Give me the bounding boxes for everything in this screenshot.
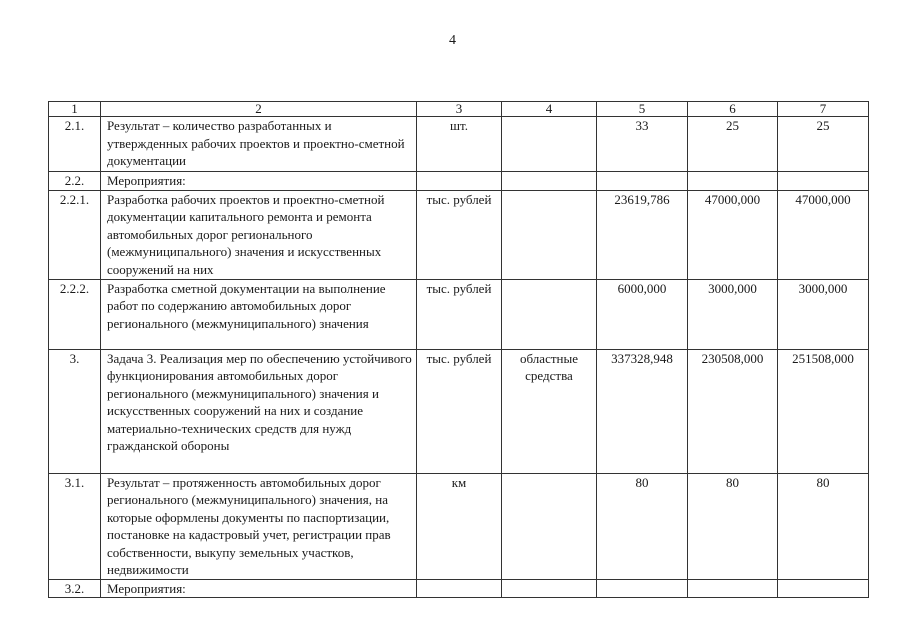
row-description: Задача 3. Реализация мер по обеспечению устойчивого функционирования автомобильных дорог регионального (межмуниципального) значения и искусственных сооружений на них и создание материально-технических средств для нужд гражданской обороны: [101, 349, 417, 473]
row-value-5: [597, 579, 688, 598]
header-cell-5: 5: [597, 102, 688, 117]
table-row-2-1: [49, 117, 869, 172]
row-value-6: 47000,000: [688, 190, 778, 279]
header-cell-7: 7: [778, 102, 869, 117]
row-value-6: [688, 172, 778, 191]
row-value-5: 33: [597, 117, 688, 172]
table-row-2-2-2: [49, 279, 869, 349]
row-value-7: 3000,000: [778, 279, 869, 349]
row-source: [502, 172, 597, 191]
row-unit: шт.: [417, 117, 502, 172]
row-description: Результат – количество разработанных и утвержденных рабочих проектов и проектно-сметной документации: [101, 117, 417, 172]
row-source: [502, 279, 597, 349]
header-cell-4: 4: [502, 102, 597, 117]
row-value-5: [597, 172, 688, 191]
table-row-3-1: [49, 473, 869, 579]
row-unit: тыс. рублей: [417, 279, 502, 349]
row-value-6: 80: [688, 473, 778, 579]
table-row-2-2-1: [49, 190, 869, 279]
row-unit: км: [417, 473, 502, 579]
row-description: Разработка рабочих проектов и проектно-сметной документации капитального ремонта и ремонта автомобильных дорог регионального (межмуниципального) значения и искусственных сооружений на них: [101, 190, 417, 279]
row-description: Результат – протяженность автомобильных дорог регионального (межмуниципального) значения, на которые оформлены документы по паспортизации, постановке на кадастровый учет, регистрации прав собственности, выкупу земельных участков, недвижимости: [101, 473, 417, 579]
row-unit: тыс. рублей: [417, 190, 502, 279]
row-unit: [417, 579, 502, 598]
row-value-5: 80: [597, 473, 688, 579]
row-description: Мероприятия:: [101, 172, 417, 191]
row-number: 2.2.: [49, 172, 101, 191]
row-value-5: 337328,948: [597, 349, 688, 473]
row-value-5: 6000,000: [597, 279, 688, 349]
row-description: Мероприятия:: [101, 579, 417, 598]
program-table: [48, 101, 869, 598]
row-source: [502, 579, 597, 598]
row-number: 2.2.1.: [49, 190, 101, 279]
row-value-7: [778, 172, 869, 191]
row-unit: [417, 172, 502, 191]
row-number: 3.: [49, 349, 101, 473]
row-source: [502, 190, 597, 279]
page-number: 4: [449, 33, 456, 48]
table-row-3: [49, 349, 869, 473]
table-row-2-2: [49, 172, 869, 191]
row-description: Разработка сметной документации на выполнение работ по содержанию автомобильных дорог регионального (межмуниципального) значения: [101, 279, 417, 349]
row-value-7: [778, 579, 869, 598]
row-value-7: 80: [778, 473, 869, 579]
row-unit: тыс. рублей: [417, 349, 502, 473]
header-cell-1: 1: [49, 102, 101, 117]
row-value-6: [688, 579, 778, 598]
row-number: 2.2.2.: [49, 279, 101, 349]
row-value-7: 25: [778, 117, 869, 172]
row-number: 3.1.: [49, 473, 101, 579]
row-value-6: 230508,000: [688, 349, 778, 473]
row-number: 2.1.: [49, 117, 101, 172]
row-source: [502, 117, 597, 172]
row-source: [502, 473, 597, 579]
row-value-6: 25: [688, 117, 778, 172]
table-row-3-2: [49, 579, 869, 598]
table-header-row: [49, 102, 869, 117]
row-value-6: 3000,000: [688, 279, 778, 349]
header-cell-2: 2: [101, 102, 417, 117]
row-value-5: 23619,786: [597, 190, 688, 279]
header-cell-3: 3: [417, 102, 502, 117]
row-value-7: 47000,000: [778, 190, 869, 279]
row-source: областные средства: [502, 349, 597, 473]
header-cell-6: 6: [688, 102, 778, 117]
row-number: 3.2.: [49, 579, 101, 598]
row-value-7: 251508,000: [778, 349, 869, 473]
